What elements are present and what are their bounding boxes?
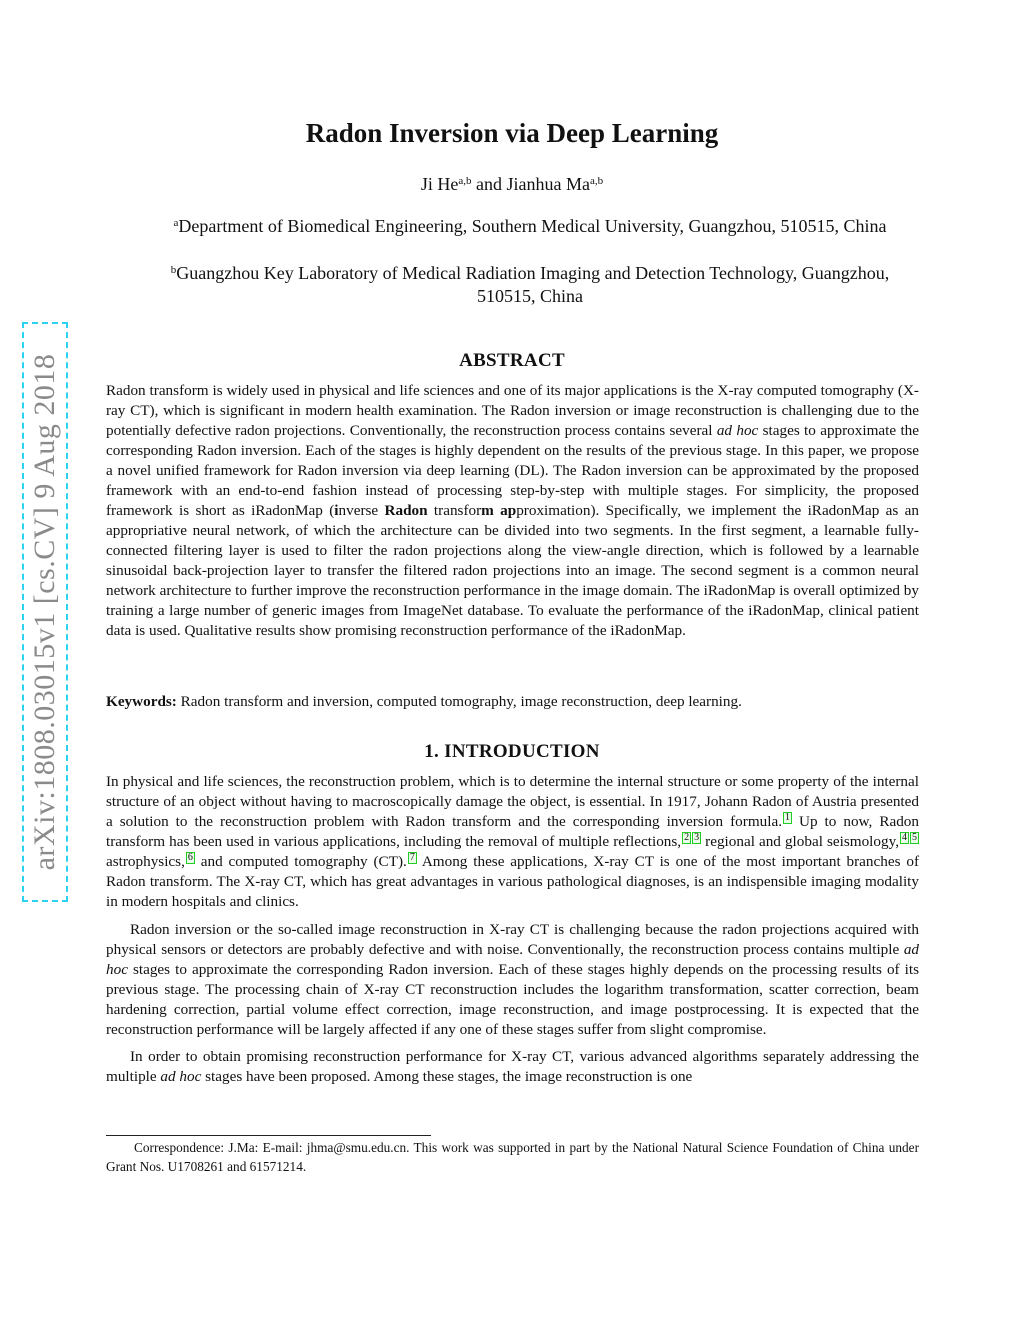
intro-text: regional and global seismology, <box>701 833 899 850</box>
intro-text: Up to now, Radon transform has been used in various applications, including the removal of multiple reflections, <box>106 813 919 850</box>
intro-text: astrophysics, <box>106 853 185 870</box>
abstract-bold: i <box>334 502 339 519</box>
intro-text: stages to approximate the corresponding Radon inversion. Each of these stages highly depends on the processing results of its previous stage. The processing chain of X-ray CT reconstruction includes the logarithm transformation, scatter correction, beam hardening correction, partial volume effect correction, image reconstruction, and image postprocessing. It is expected that the reconstruction performance will be largely affected if any one of these stages suffer from slight compromise. <box>106 961 919 1038</box>
abstract-text: Radon transform is widely used in physical and life sciences and one of its major applications is the X-ray computed tomography (X-ray CT), which is significant in modern health examination. The Radon inversion or image reconstruction is challenging due to the potentially defective radon projections. Conventionally, the reconstruction process contains several <box>106 382 919 439</box>
introduction-paragraph-3 <box>106 1047 919 1087</box>
citation-link[interactable]: 6 <box>187 852 193 863</box>
introduction-heading: 1. INTRODUCTION <box>424 741 600 762</box>
footnote-divider <box>106 1135 431 1136</box>
intro-text: Among these applications, X-ray CT is one of the most important branches of Radon transform. The X-ray CT, which has great advantages in various pathological diagnoses, is an indispensible imaging modality in modern hospitals and clinics. <box>106 853 920 910</box>
abstract-text: proximation). Specifically, we implement the iRadonMap as an appropriative neural network, of which the architecture can be divided into two segments. In the first segment, a learnable fully-connected filtering layer is used to filter the radon projections along the view-angle direction, which is followed by a learnable sinusoidal back-projection layer to transfer the filtered radon projections into an image. The second segment is a common neural network architecture to further improve the reconstruction performance in the image domain. The iRadonMap is overall optimized by training a large number of generic images from ImageNet database. To evaluate the performance of the iRadonMap, clinical patient data is used. Qualitative results show promising reconstruction performance of the iRadonMap. <box>106 502 919 639</box>
affiliation-text: Guangzhou Key Laboratory of Medical Radiation Imaging and Detection Technology, Guangzhou, 510515, China <box>176 263 890 306</box>
author-connector: and <box>471 174 507 194</box>
affiliation-mark: a <box>173 217 179 229</box>
arxiv-identifier-stamp[interactable] <box>22 322 68 902</box>
author-name: Jianhua Ma <box>506 174 590 194</box>
intro-text: In order to obtain promising reconstruction performance for X-ray CT, various advanced algorithms separately addressing the multiple <box>106 1048 919 1085</box>
intro-text: and computed tomography (CT). <box>194 853 407 870</box>
citation-link[interactable]: 3 <box>694 832 700 843</box>
keywords-text: Radon transform and inversion, computed tomography, image reconstruction, deep learning. <box>176 693 742 710</box>
citation-link[interactable]: 2 <box>684 832 690 843</box>
affiliation-a <box>150 215 910 238</box>
affiliation-mark: b <box>170 264 177 276</box>
abstract-bold: Radon <box>384 502 428 519</box>
citation-link[interactable]: 5 <box>912 832 917 843</box>
introduction-body <box>106 772 919 1087</box>
affiliation-text: Department of Biomedical Engineering, Southern Medical University, Guangzhou, 510515, China <box>178 216 887 236</box>
intro-text: In physical and life sciences, the reconstruction problem, which is to determine the internal structure or some property of the internal structure of an object without having to macroscopically damage the object, is essential. In 1917, Johann Radon of Austria presented a solution to the reconstruction problem with Radon transform and the corresponding inversion formula. <box>106 773 919 830</box>
author-name: Ji He <box>420 174 459 194</box>
introduction-paragraph-2 <box>106 920 919 1040</box>
abstract-bold: m ap <box>481 502 517 519</box>
intro-emphasis: ad hoc <box>106 941 919 978</box>
introduction-paragraph-1 <box>106 772 919 912</box>
footnote <box>106 1138 919 1176</box>
abstract-emphasis: ad hoc <box>716 422 759 439</box>
abstract-text: transfor <box>427 502 482 519</box>
affiliation-b <box>150 262 910 308</box>
intro-text: stages have been proposed. Among these stages, the image reconstruction is one <box>201 1068 693 1085</box>
intro-emphasis: ad hoc <box>160 1068 202 1085</box>
abstract-paragraph <box>106 381 919 641</box>
citation-link[interactable]: 7 <box>409 852 415 863</box>
abstract-text: stages to approximate the corresponding Radon inversion. Each of the stages is highly dependent on the results of the previous stage. In this paper, we propose a novel unified framework for Radon inversion via deep learning (DL). The Radon inversion can be approximated by the proposed framework with an end-to-end fashion instead of processing step-by-step with multiple stages. For simplicity, the proposed framework is short as iRadonMap ( <box>106 422 919 519</box>
paper-title: Radon Inversion via Deep Learning <box>305 118 719 148</box>
author-affiliation-mark: a,b <box>458 175 472 187</box>
abstract-heading: ABSTRACT <box>459 350 565 371</box>
keywords-label: Keywords: <box>106 693 177 710</box>
author-affiliation-mark: a,b <box>589 175 604 187</box>
author-list <box>0 174 1024 195</box>
citation-link[interactable]: 4 <box>902 832 907 843</box>
abstract-text: nverse <box>338 502 385 519</box>
keywords-line <box>106 692 919 712</box>
footnote-text: Correspondence: J.Ma: E-mail: jhma@smu.edu.cn. This work was supported in part by the National Natural Science Foundation of China under Grant Nos. U1708261 and 61571214. <box>106 1140 919 1174</box>
citation-link[interactable]: 1 <box>785 812 790 823</box>
abstract-body <box>106 381 919 641</box>
arxiv-identifier-text: arXiv:1808.03015v1 [cs.CV] 9 Aug 2018 <box>28 353 61 871</box>
intro-text: Radon inversion or the so-called image reconstruction in X-ray CT is challenging because the radon projections acquired with physical sensors or detectors are probably defective and with noise. Conventionally, the reconstruction process contains multiple <box>106 921 919 958</box>
